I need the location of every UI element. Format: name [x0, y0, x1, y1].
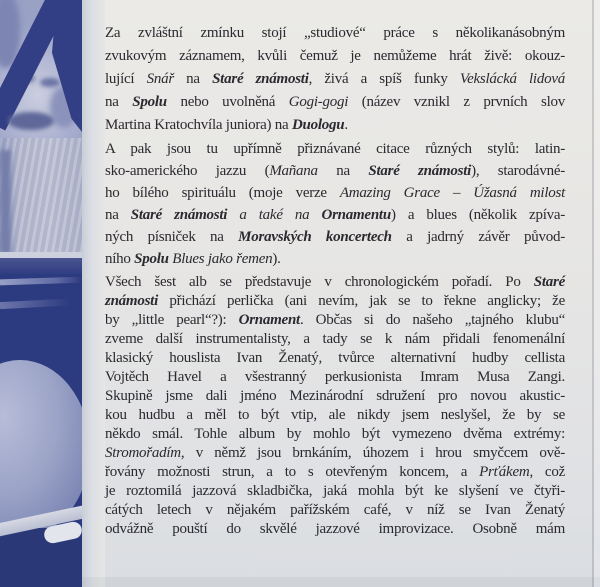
- album-title: Moravských koncertech: [238, 229, 392, 245]
- text-line: [105, 226, 565, 248]
- text-line: [105, 182, 565, 204]
- body-text: ) a blues (několik zpíva-: [390, 207, 566, 223]
- text-line: [105, 349, 565, 368]
- page-gutter-margin: [82, 0, 105, 587]
- text-line: [105, 406, 565, 425]
- album-title: Duologu: [291, 117, 345, 133]
- text-line: [105, 204, 565, 226]
- photo-eye-shadow-right: [40, 78, 60, 87]
- body-text: , což: [529, 464, 565, 480]
- song-title: Stromořadím: [105, 445, 181, 461]
- song-title: Gogi-gogi: [288, 94, 349, 110]
- text-line: [105, 501, 565, 520]
- body-text: by „little pearl“?):: [105, 312, 239, 328]
- booklet-photo-man-at-piano: [0, 0, 82, 587]
- photo-shirt: [0, 138, 82, 254]
- album-title: Staré: [533, 274, 565, 290]
- album-title: Ornamentu: [321, 207, 391, 223]
- body-text: na: [105, 207, 131, 223]
- body-text: . Občas si do našeho „tajného klubu“: [299, 312, 565, 328]
- text-line: [105, 292, 565, 311]
- album-title: Staré známosti: [368, 163, 472, 179]
- body-text: lující: [105, 71, 147, 87]
- body-text: a jadrný závěr původ-: [391, 229, 565, 245]
- body-text: cátých letech v nějakém pařížském café, v níž se Ivan Ženatý: [105, 502, 565, 518]
- song-title: Snář: [146, 71, 174, 87]
- text-line: [105, 425, 565, 444]
- body-text: ního: [105, 251, 135, 267]
- body-text: Martina Kratochvíla juniora) na: [105, 117, 292, 133]
- body-text: [227, 207, 239, 223]
- paragraph-2: [105, 138, 565, 270]
- body-text: (název vznikl z prvních slov: [348, 94, 565, 110]
- photo-mustache: [8, 112, 54, 130]
- album-title: Staré známosti: [212, 71, 309, 87]
- body-text: je roztomilá jazzová skladbička, jaká mohla být ke slyšení ve čtyři-: [105, 483, 565, 499]
- body-text: ), starodávné-: [471, 163, 565, 179]
- text-line: [105, 91, 565, 114]
- text-line: [105, 248, 565, 270]
- text-line: [105, 368, 565, 387]
- album-title: známosti: [105, 293, 159, 309]
- text-line: [105, 114, 565, 137]
- body-text: sko-amerického jazzu (: [105, 163, 270, 179]
- text-line: [105, 68, 565, 91]
- body-text: Vojtěch Havel a všestranný perkusionista Imram Musa Zangi.: [105, 369, 565, 385]
- song-title: Prťákem: [479, 464, 530, 480]
- text-line: [105, 463, 565, 482]
- song-title: Blues jako řemen: [172, 251, 273, 267]
- song-title: Vekslácká lidová: [459, 71, 565, 87]
- body-text: ných písniček na: [105, 229, 239, 245]
- song-title: a také na: [239, 207, 310, 223]
- body-text: , živá a spíš funky: [308, 71, 460, 87]
- body-text: klasický houslista Ivan Ženatý, tvůrce alternativní hudby cellista: [105, 350, 565, 366]
- photo-piano-streak-2: [0, 298, 82, 309]
- body-text: na: [317, 163, 369, 179]
- text-line: [105, 138, 565, 160]
- paragraph-3: [105, 273, 565, 539]
- liner-notes-text: [105, 0, 565, 587]
- body-text: ho bílého spirituálu (moje verze: [105, 185, 340, 201]
- body-text: zvukovým záznamem, kvůli čemuž je nemůžeme hrát živě: okouz-: [105, 48, 565, 64]
- paragraph-1: [105, 22, 565, 137]
- body-text: Všech šest alb se představuje v chronologickém pořadí. Po: [105, 274, 534, 290]
- body-text: Skupině jsme dali jméno Mezinárodní sdružení pro novou akustic-: [105, 388, 565, 404]
- album-title: Staré známosti: [130, 207, 228, 223]
- text-line: [105, 22, 565, 45]
- text-line: [105, 160, 565, 182]
- text-line: [105, 387, 565, 406]
- body-text: odvážně pouští do skvělé jazzové improvizace. Osobně mám: [105, 521, 565, 537]
- song-title: Amazing Grace – Úžasná milost: [339, 185, 565, 201]
- body-text: kou hudbu a měl to být vtip, ale nikdy jsem neslyšel, že by se: [105, 407, 565, 423]
- song-title: Mañana: [269, 163, 318, 179]
- text-line: [105, 45, 565, 68]
- body-text: na: [105, 94, 133, 110]
- text-line: [105, 273, 565, 292]
- album-title: Spolu: [132, 94, 167, 110]
- text-line: [105, 444, 565, 463]
- photo-piano-streak-1: [0, 277, 82, 286]
- body-text: , v němž jsou brnkáním, úhozem i hrou smyčcem ově-: [180, 445, 565, 461]
- body-text: nebo uvolněná: [166, 94, 289, 110]
- album-title: Spolu: [134, 251, 169, 267]
- photo-shirt-shadow: [0, 150, 11, 254]
- body-text: zveme další instrumentalisty, a tady se k nám přidali fenomenální: [105, 331, 565, 347]
- page-right-edge: [594, 0, 600, 587]
- body-text: ).: [272, 251, 281, 267]
- text-line: [105, 482, 565, 501]
- body-text: někdo smál. Tohle album by mohlo být vymezeno dvěma extrémy:: [105, 426, 565, 442]
- body-text: přichází perlička (ani nevím, jak se to řekne anglicky; že: [158, 293, 565, 309]
- text-line: [105, 330, 565, 349]
- body-text: Za zvláštní zmínku stojí „studiové“ práce s několikanásobným: [105, 25, 565, 41]
- photo-keyboard-edge-dark: [0, 258, 82, 274]
- text-line: [105, 520, 565, 539]
- body-text: na: [173, 71, 213, 87]
- page-bottom-shadow: [82, 577, 600, 587]
- body-text: řovány možnosti strun, a to s otevřeným koncem, a: [105, 464, 480, 480]
- text-line: [105, 311, 565, 330]
- body-text: .: [344, 117, 348, 133]
- body-text: A pak jsou tu upřímně přiznávané citace různých stylů: latin-: [105, 141, 565, 157]
- body-text: [309, 207, 321, 223]
- album-title: Ornament: [238, 312, 300, 328]
